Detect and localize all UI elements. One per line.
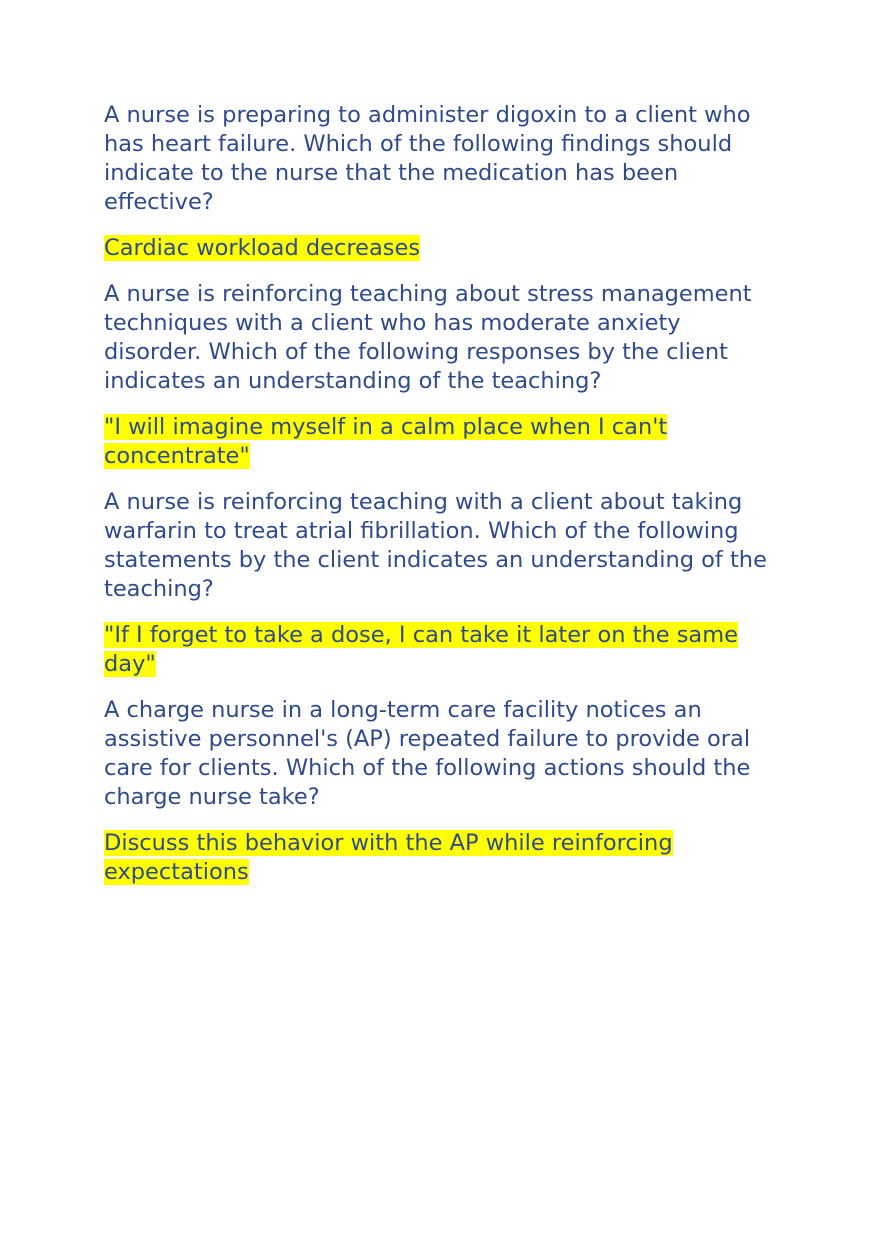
answer-3: [104, 621, 776, 679]
answer-4-highlight: Discuss this behavior with the AP while reinforcing expectations: [104, 830, 673, 885]
answer-2: [104, 413, 776, 471]
answer-3-highlight: "If I forget to take a dose, I can take it later on the same day": [104, 622, 738, 677]
question-1: A nurse is preparing to administer digoxin to a client who has heart failure. Which of the following findings should indicate to the nurse that the medication has been effective?: [104, 102, 751, 215]
question-4: A charge nurse in a long-term care facility notices an assistive personnel's (AP) repeated failure to provide oral care for clients. Which of the following actions should the charge nurse take?: [104, 697, 751, 810]
document-page: [104, 101, 776, 904]
answer-2-highlight: "I will imagine myself in a calm place when I can't concentrate": [104, 414, 668, 469]
question-2: A nurse is reinforcing teaching about stress management techniques with a client who has moderate anxiety disorder. Which of the following responses by the client indicates an understanding of the teaching?: [104, 281, 752, 394]
answer-4: [104, 829, 776, 887]
question-3: A nurse is reinforcing teaching with a client about taking warfarin to treat atrial fibrillation. Which of the following statements by the client indicates an understanding of the teaching?: [104, 489, 767, 602]
answer-1-highlight: Cardiac workload decreases: [104, 235, 421, 261]
answer-1: [104, 234, 776, 263]
